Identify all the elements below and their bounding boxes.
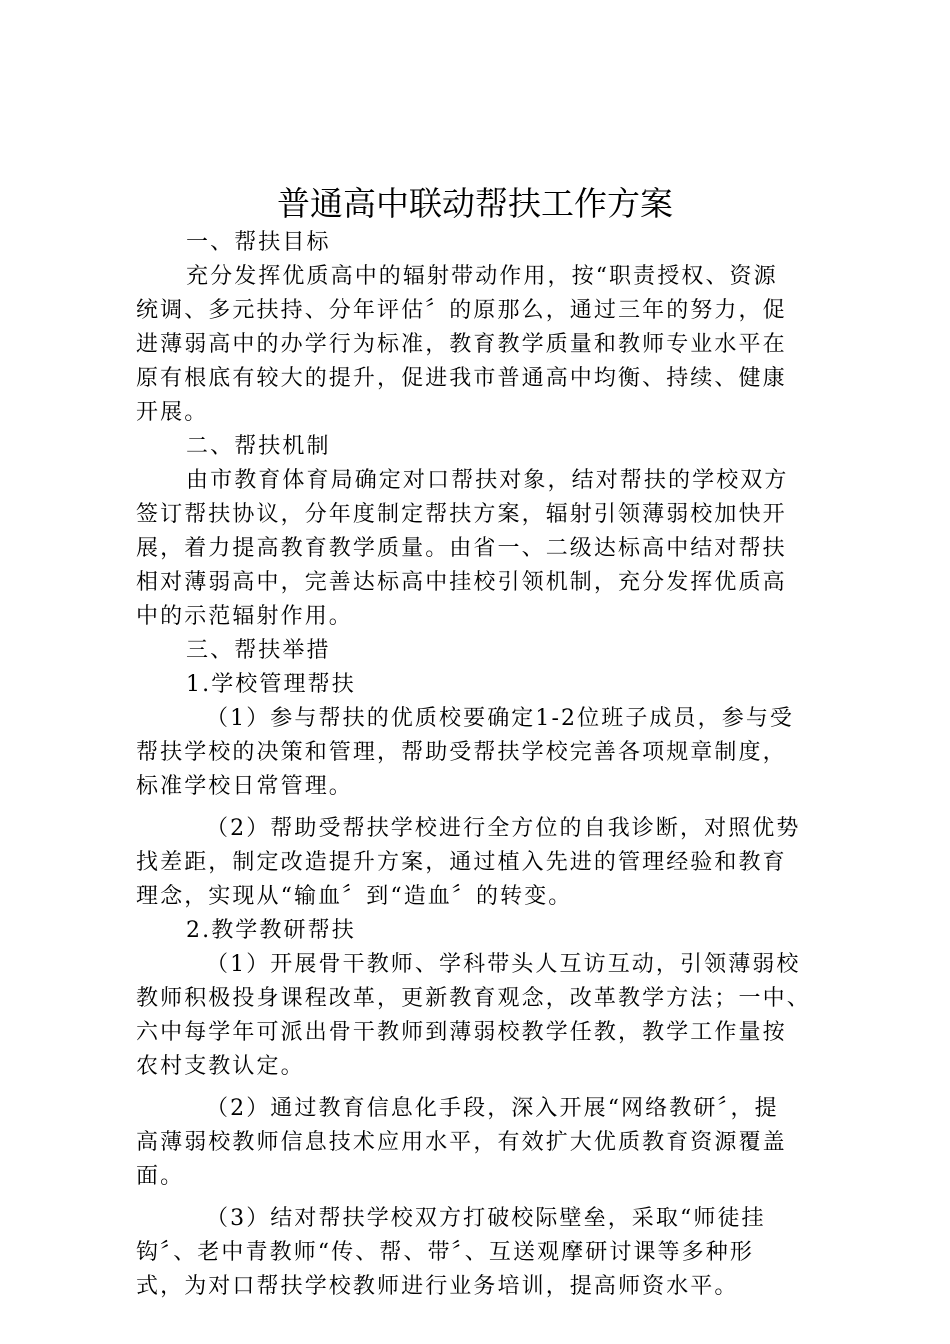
paragraph-line: 农村支教认定。 bbox=[136, 1054, 305, 1079]
section-heading: 一、帮扶目标 bbox=[186, 230, 331, 255]
paragraph-line: 统调、多元扶持、分年评估〞的原那么，通过三年的努力，促 bbox=[136, 298, 787, 323]
paragraph-line: （2）通过教育信息化手段，深入开展“网络教研〞，提 bbox=[206, 1096, 779, 1121]
paragraph-line: 进薄弱高中的办学行为标准，教育教学质量和教师专业水平在 bbox=[136, 332, 787, 357]
paragraph-line: 理念，实现从“输血〞到“造血〞的转变。 bbox=[136, 884, 573, 909]
paragraph-line: 面。 bbox=[136, 1164, 185, 1189]
section-heading: 三、帮扶举措 bbox=[186, 638, 331, 663]
paragraph-line: （3）结对帮扶学校双方打破校际壁垒，采取“师徒挂 bbox=[206, 1206, 766, 1231]
subsection-heading: 2.教学教研帮扶 bbox=[186, 918, 356, 943]
paragraph-line: 中的示范辐射作用。 bbox=[136, 604, 353, 629]
document-title: 普通高中联动帮扶工作方案 bbox=[277, 184, 673, 223]
document-body bbox=[136, 226, 826, 1304]
paragraph-line: 钩〞、老中青教师“传、帮、带〞、互送观摩研讨课等多种形 bbox=[136, 1240, 754, 1265]
subsection-heading: 1.学校管理帮扶 bbox=[186, 672, 356, 697]
paragraph-line: 找差距，制定改造提升方案，通过植入先进的管理经验和教育 bbox=[136, 850, 787, 875]
paragraph-line: 高薄弱校教师信息技术应用水平，有效扩大优质教育资源覆盖 bbox=[136, 1130, 787, 1155]
paragraph-line: 原有根底有较大的提升，促进我市普通高中均衡、持续、健康 bbox=[136, 366, 787, 391]
paragraph-line: 式，为对口帮扶学校教师进行业务培训，提高师资水平。 bbox=[136, 1274, 739, 1299]
paragraph-line: 展，着力提高教育教学质量。由省一、二级达标高中结对帮扶 bbox=[136, 536, 787, 561]
paragraph-line: （1）参与帮扶的优质校要确定1-2位班子成员，参与受 bbox=[206, 706, 795, 731]
paragraph-line: （2）帮助受帮扶学校进行全方位的自我诊断，对照优势 bbox=[206, 816, 801, 841]
paragraph-line: （1）开展骨干教师、学科带头人互访互动，引领薄弱校 bbox=[206, 952, 801, 977]
paragraph-line: 教师积极投身课程改革，更新教育观念，改革教学方法；一中、 bbox=[136, 986, 811, 1011]
paragraph-line: 开展。 bbox=[136, 400, 209, 425]
paragraph-line: 由市教育体育局确定对口帮扶对象，结对帮扶的学校双方 bbox=[186, 468, 789, 493]
paragraph-line: 帮扶学校的决策和管理，帮助受帮扶学校完善各项规章制度， bbox=[136, 740, 787, 765]
paragraph-line: 相对薄弱高中，完善达标高中挂校引领机制，充分发挥优质高 bbox=[136, 570, 787, 595]
paragraph-line: 签订帮扶协议，分年度制定帮扶方案，辐射引领薄弱校加快开 bbox=[136, 502, 787, 527]
paragraph-line: 六中每学年可派出骨干教师到薄弱校教学任教，教学工作量按 bbox=[136, 1020, 787, 1045]
paragraph-line: 标准学校日常管理。 bbox=[136, 774, 353, 799]
paragraph-line: 充分发挥优质高中的辐射带动作用，按“职责授权、资源 bbox=[186, 264, 778, 289]
section-heading: 二、帮扶机制 bbox=[186, 434, 331, 459]
